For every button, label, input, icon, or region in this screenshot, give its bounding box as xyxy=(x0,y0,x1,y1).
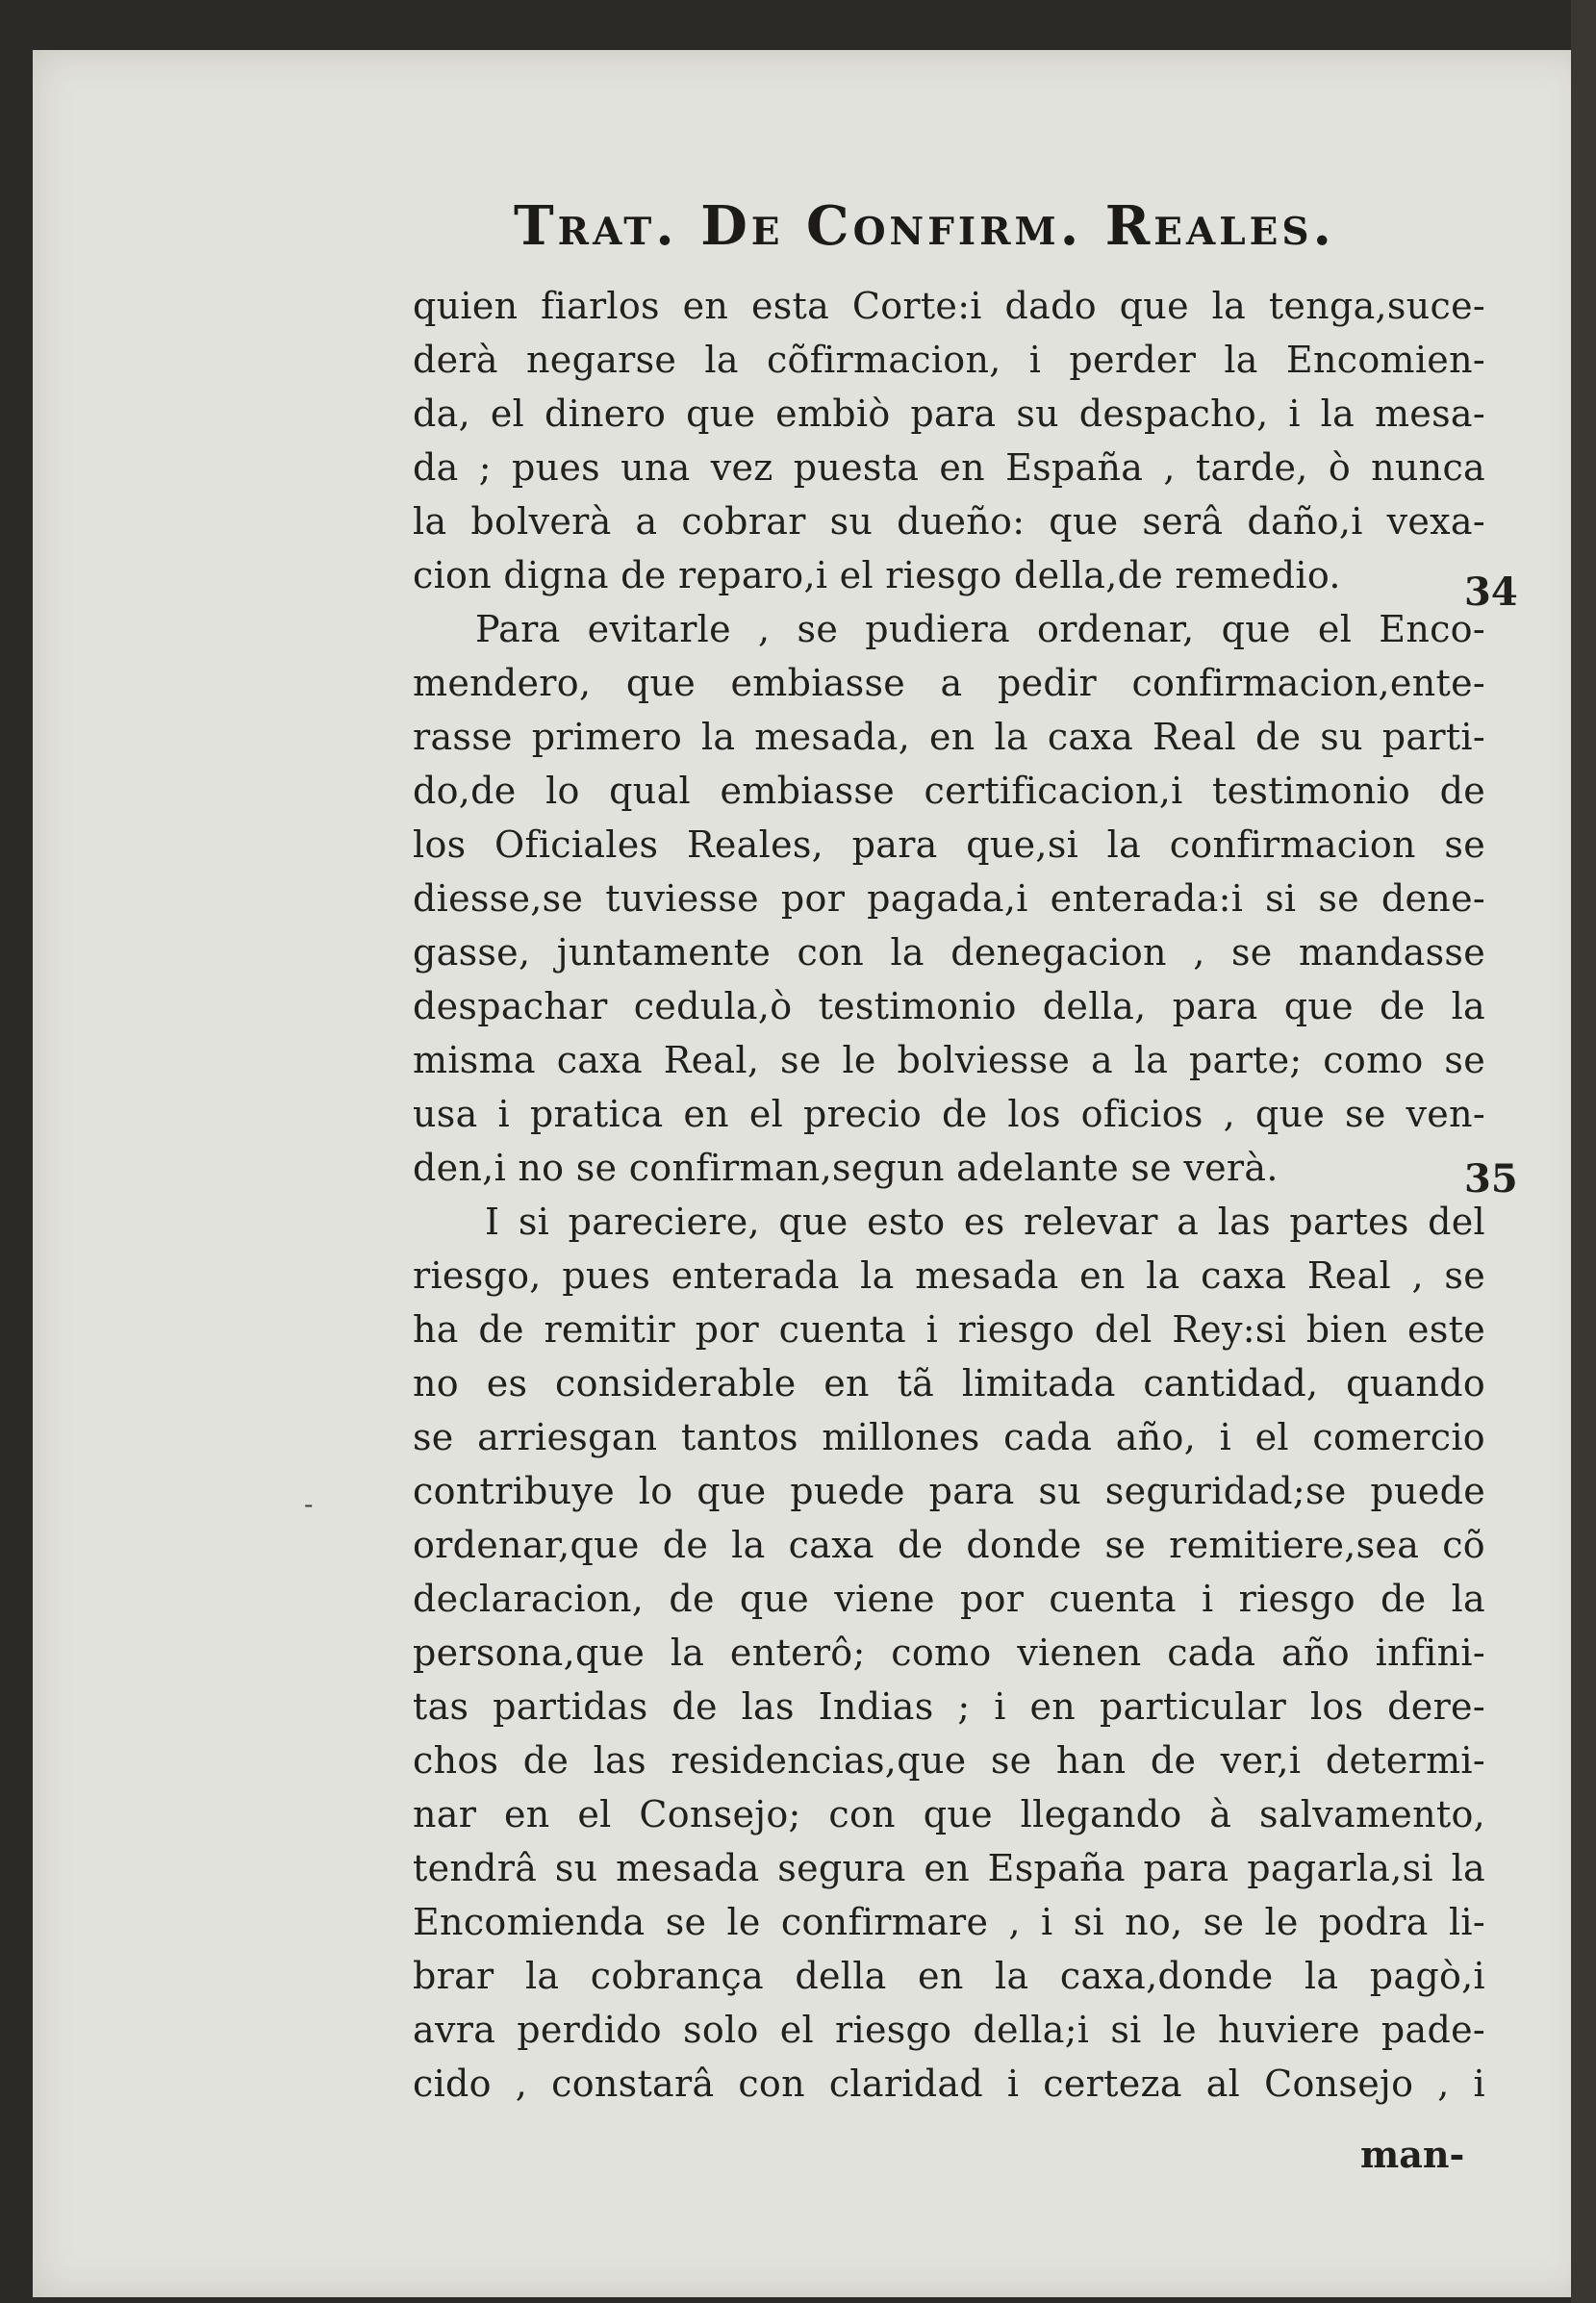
scan-edge xyxy=(1571,0,1596,2303)
text-line: derà negarse la cõfirmacion, i perder la Encomien- xyxy=(413,339,1485,381)
text-line: contribuye lo que puede para su seguridad;se puede xyxy=(413,1470,1485,1512)
running-title: Trat. De Confirm. Reales. xyxy=(514,194,1336,258)
text-line: mendero, que embiasse a pedir confirmacion,ente- xyxy=(413,662,1485,704)
text-line: no es considerable en tã limitada cantidad, quando xyxy=(413,1362,1485,1405)
text-line: la bolverà a cobrar su dueño: que serâ daño,i vexa- xyxy=(413,500,1485,543)
text-line: I si pareciere, que esto es relevar a las partes del xyxy=(485,1201,1485,1243)
margin-mark-icon: - xyxy=(304,1488,314,1520)
text-line: tas partidas de las Indias ; i en particular los dere- xyxy=(413,1685,1485,1728)
text-line: diesse,se tuviesse por pagada,i enterada:i si se dene- xyxy=(413,877,1485,920)
text-line: tendrâ su mesada segura en España para pagarla,si la xyxy=(413,1847,1485,1889)
text-line: cion digna de reparo,i el riesgo della,de remedio. xyxy=(413,554,1341,596)
text-line: rasse primero la mesada, en la caxa Real de su parti- xyxy=(413,716,1485,758)
text-line: declaracion, de que viene por cuenta i riesgo de la xyxy=(413,1578,1485,1620)
text-line: brar la cobrança della en la caxa,donde la pagò,i xyxy=(413,1955,1485,1997)
text-line: persona,que la enterô; como vienen cada año infini- xyxy=(413,1632,1485,1674)
text-line: ha de remitir por cuenta i riesgo del Rey:si bien este xyxy=(413,1308,1485,1351)
text-line: riesgo, pues enterada la mesada en la caxa Real , se xyxy=(413,1254,1485,1297)
text-line: despachar cedula,ò testimonio della, para que de la xyxy=(413,985,1485,1027)
text-line: nar en el Consejo; con que llegando à salvamento, xyxy=(413,1793,1485,1835)
body-text xyxy=(413,279,1485,2111)
text-line: Encomienda se le confirmare , i si no, se le podra li- xyxy=(413,1901,1485,1943)
margin-number-35: 35 xyxy=(1464,1156,1518,1202)
text-line: da ; pues una vez puesta en España , tarde, ò nunca xyxy=(413,446,1485,489)
text-line: cido , constarâ con claridad i certeza al Consejo , i xyxy=(413,2063,1485,2105)
book-page xyxy=(33,50,1589,2297)
text-line: misma caxa Real, se le bolviesse a la parte; como se xyxy=(413,1039,1485,1081)
text-line: ordenar,que de la caxa de donde se remitiere,sea cõ xyxy=(413,1524,1485,1566)
text-line: gasse, juntamente con la denegacion , se mandasse xyxy=(413,931,1485,974)
text-line: chos de las residencias,que se han de ver,i determi- xyxy=(413,1739,1485,1782)
text-line: den,i no se confirman,segun adelante se verà. xyxy=(413,1147,1279,1189)
text-line: Para evitarle , se pudiera ordenar, que el Enco- xyxy=(475,608,1485,650)
text-line: do,de lo qual embiasse certificacion,i testimonio de xyxy=(413,770,1485,812)
text-line: quien fiarlos en esta Corte:i dado que la tenga,suce- xyxy=(413,285,1485,327)
margin-number-34: 34 xyxy=(1464,569,1518,615)
text-line: avra perdido solo el riesgo della;i si le huviere pade- xyxy=(413,2009,1485,2051)
text-line: se arriesgan tantos millones cada año, i el comercio xyxy=(413,1416,1485,1458)
catchword: man- xyxy=(1360,2133,1465,2176)
text-line: usa i pratica en el precio de los oficios , que se ven- xyxy=(413,1093,1485,1135)
text-line: da, el dinero que embiò para su despacho, i la mesa- xyxy=(413,392,1485,435)
text-line: los Oficiales Reales, para que,si la confirmacion se xyxy=(413,823,1485,866)
